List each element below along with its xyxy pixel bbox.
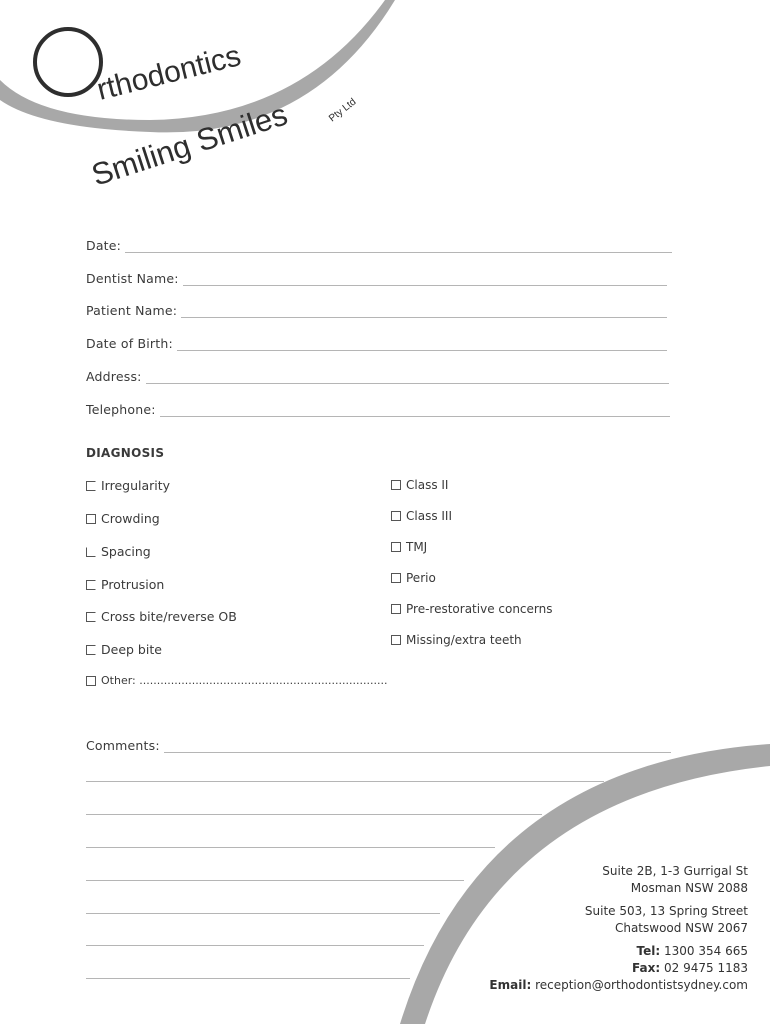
address-line: Mosman NSW 2088	[630, 881, 748, 895]
check-label: Class III	[406, 509, 453, 523]
checkbox[interactable]	[391, 480, 401, 490]
contact-email	[489, 977, 748, 994]
check-label: TMJ	[406, 540, 428, 554]
checkbox[interactable]	[86, 547, 96, 557]
field-label: Dentist Name:	[86, 271, 179, 286]
check-pre-restorative[interactable]	[391, 602, 553, 616]
comment-line[interactable]	[86, 944, 424, 946]
check-label: Spacing	[101, 544, 151, 559]
checkbox[interactable]	[391, 542, 401, 552]
check-class-ii[interactable]	[391, 478, 448, 492]
checkbox[interactable]	[86, 580, 96, 590]
field-label: Telephone:	[86, 402, 156, 417]
field-label: Patient Name:	[86, 303, 178, 318]
field-label: Date of Birth:	[86, 336, 173, 351]
contact-details	[489, 943, 748, 994]
logo	[0, 0, 420, 200]
check-protrusion[interactable]	[86, 577, 164, 592]
logo-word-smiling-smiles: Smiling Smiles	[87, 96, 292, 193]
check-label: Irregularity	[101, 478, 171, 493]
field-line[interactable]	[125, 238, 672, 253]
contact-tel	[489, 943, 748, 960]
check-irregularity[interactable]	[86, 478, 170, 493]
fax-value: 02 9475 1183	[664, 961, 748, 975]
comment-line[interactable]	[86, 780, 604, 782]
checkbox[interactable]	[391, 604, 401, 614]
field-date[interactable]	[86, 233, 672, 253]
comment-line[interactable]	[86, 912, 440, 914]
checkbox[interactable]	[86, 481, 96, 491]
comment-line[interactable]	[86, 846, 495, 848]
diagnosis-title: DIAGNOSIS	[86, 446, 165, 460]
field-label: Address:	[86, 369, 142, 384]
checkbox[interactable]	[391, 635, 401, 645]
field-line[interactable]	[164, 738, 671, 753]
checkbox[interactable]	[86, 514, 96, 524]
logo-o	[35, 29, 101, 95]
check-class-iii[interactable]	[391, 509, 452, 523]
checkbox[interactable]	[391, 573, 401, 583]
field-patient-name[interactable]	[86, 298, 667, 318]
check-perio[interactable]	[391, 571, 436, 585]
field-line[interactable]	[181, 303, 667, 318]
field-line[interactable]	[146, 369, 669, 384]
address-line: Suite 2B, 1-3 Gurrigal St	[602, 864, 748, 878]
check-tmj[interactable]	[391, 540, 427, 554]
check-label: Perio	[406, 571, 436, 585]
field-address[interactable]	[86, 364, 669, 384]
check-label: Pre-restorative concerns	[406, 602, 553, 616]
check-label: Crowding	[101, 511, 160, 526]
check-crowding[interactable]	[86, 511, 160, 526]
check-deep-bite[interactable]	[86, 642, 162, 657]
checkbox[interactable]	[86, 612, 96, 622]
check-cross-bite[interactable]	[86, 609, 237, 624]
comment-line[interactable]	[86, 879, 464, 881]
checkbox[interactable]	[86, 676, 96, 686]
check-label: Other: .......................................................................	[101, 674, 388, 687]
email-value[interactable]: reception@orthodontistsydney.com	[535, 978, 748, 992]
check-label: Cross bite/reverse OB	[101, 609, 237, 624]
field-telephone[interactable]	[86, 397, 670, 417]
tel-label: Tel:	[636, 944, 661, 958]
checkbox[interactable]	[391, 511, 401, 521]
check-missing-extra-teeth[interactable]	[391, 633, 522, 647]
checkbox[interactable]	[86, 645, 96, 655]
fax-label: Fax:	[632, 961, 661, 975]
check-label: Class II	[406, 478, 449, 492]
address-line: Suite 503, 13 Spring Street	[584, 904, 748, 918]
comment-line[interactable]	[86, 977, 410, 979]
email-label: Email:	[489, 978, 532, 992]
check-other[interactable]	[86, 674, 388, 687]
check-label: Deep bite	[101, 642, 162, 657]
field-label: Date:	[86, 238, 122, 253]
tel-value[interactable]: 1300 354 665	[664, 944, 748, 958]
field-line[interactable]	[183, 271, 667, 286]
field-date-of-birth[interactable]	[86, 331, 667, 351]
field-line[interactable]	[160, 402, 670, 417]
contact-address-2	[585, 903, 748, 937]
field-dentist-name[interactable]	[86, 266, 667, 286]
field-label: Comments:	[86, 738, 160, 753]
logo-word-orthodontics: rthodontics	[93, 39, 245, 107]
logo-pty-ltd: Pty Ltd	[327, 96, 359, 125]
contact-fax	[489, 960, 748, 977]
field-comments[interactable]	[86, 733, 671, 753]
contact-address-1	[602, 863, 748, 897]
field-line[interactable]	[177, 336, 667, 351]
comment-line[interactable]	[86, 813, 542, 815]
address-line: Chatswood NSW 2067	[614, 921, 748, 935]
check-spacing[interactable]	[86, 544, 151, 559]
check-label: Protrusion	[101, 577, 165, 592]
check-label: Missing/extra teeth	[406, 633, 522, 647]
